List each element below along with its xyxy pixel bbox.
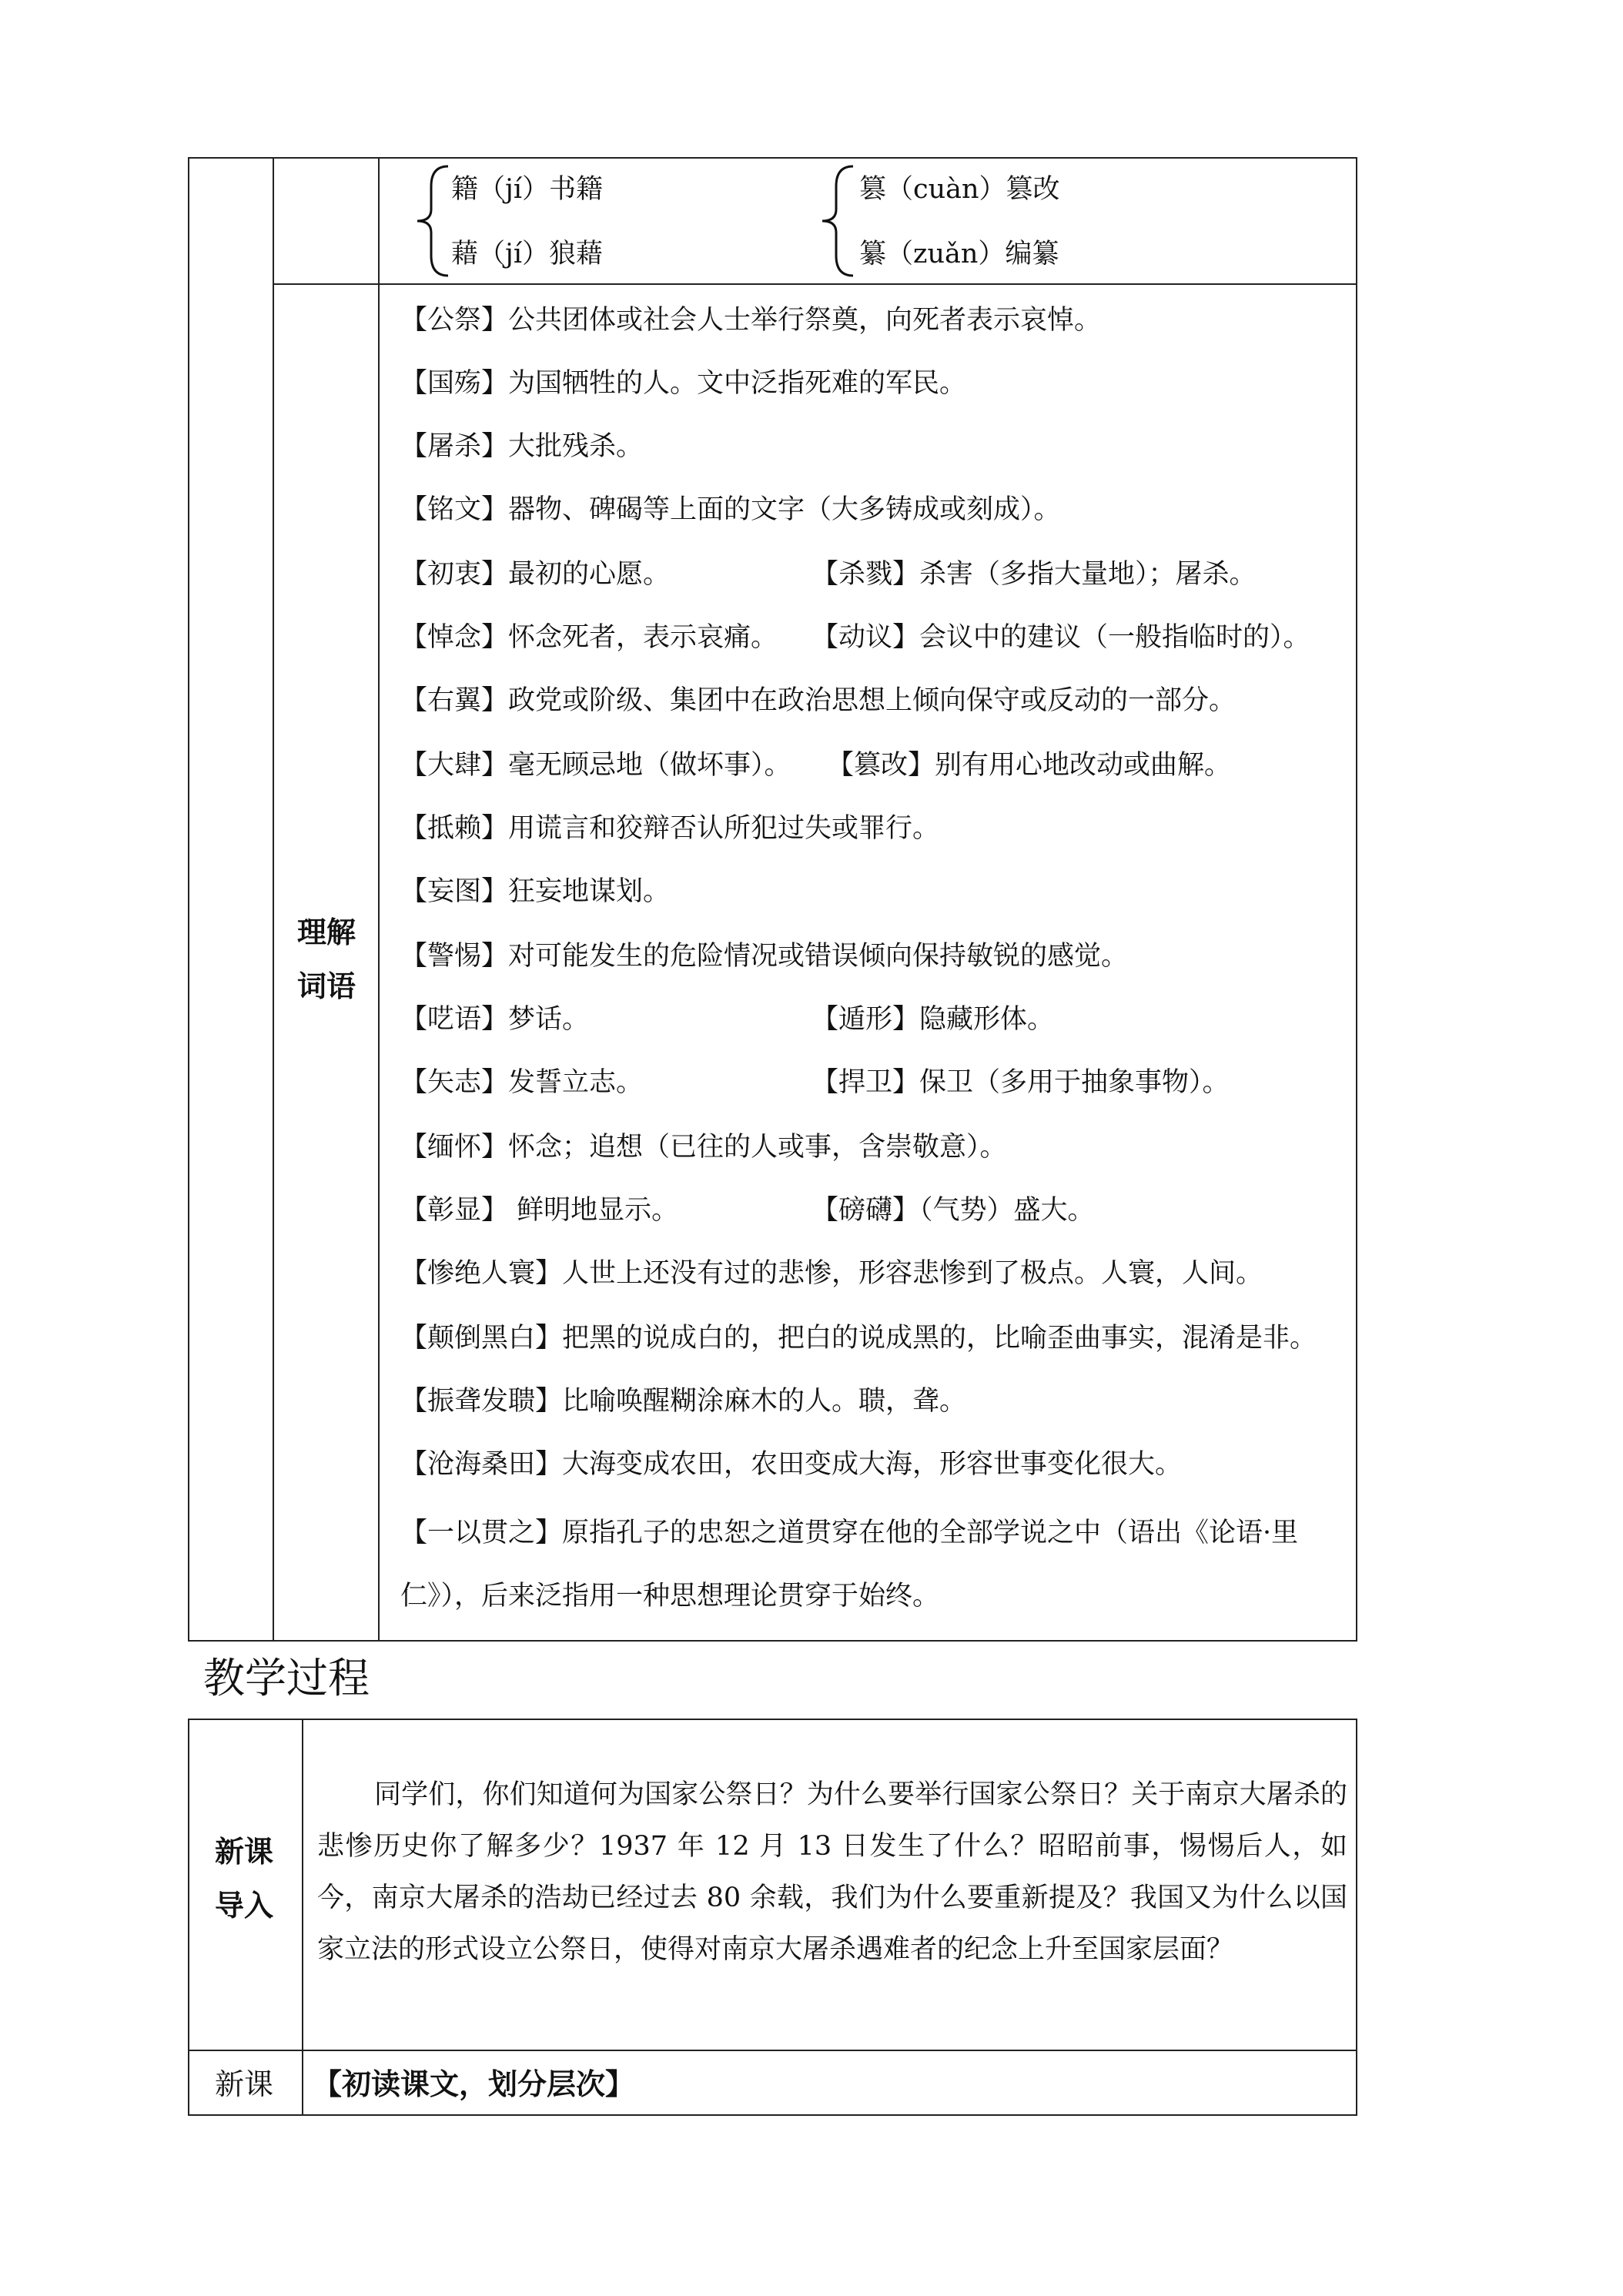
pron-pair-1-bottom: 藉（jí）狼藉: [451, 239, 604, 269]
vocab-entry: 【妄图】狂妄地谋划。: [400, 876, 671, 907]
newclass-heading: 【初读课文，划分层次】: [313, 2067, 635, 2101]
vocab-entry: 【大肆】毫无顾忌地（做坏事）。 【篡改】别有用心地改动或曲解。: [400, 750, 1232, 781]
vocab-entry: 【铭文】器物、碑碣等上面的文字（大多铸成或刻成）。: [400, 494, 1061, 525]
vocab-section-label: 理解 词语: [296, 915, 356, 1003]
vocab-entry: 【警惕】对可能发生的危险情况或错误倾向保持敏锐的感觉。: [400, 941, 1129, 972]
vocab-entry: 【右翼】政党或阶级、集团中在政治思想上倾向保守或反动的一部分。: [400, 685, 1236, 716]
vocab-entry: 【公祭】公共团体或社会人士举行祭奠，向死者表示哀悼。: [400, 305, 1102, 336]
table-column-divider: [302, 1720, 303, 2114]
table-row-divider: [273, 283, 1356, 285]
section-title: 教学过程: [203, 1654, 370, 1702]
vocab-entry: 【抵赖】用谎言和狡辩否认所犯过失或罪行。: [400, 813, 940, 844]
vocab-entry: 【惨绝人寰】人世上还没有过的悲惨，形容悲惨到了极点。人寰，人间。: [400, 1258, 1263, 1289]
vocab-entry: 【沧海桑田】大海变成农田，农田变成大海，形容世事变化很大。: [400, 1449, 1183, 1480]
vocab-entry: 【屠杀】大批残杀。: [400, 431, 644, 462]
left-brace-icon: [819, 163, 858, 279]
vocab-entry: 【彰显】 鲜明地显示。 【磅礴】（气势）盛大。: [400, 1195, 1095, 1226]
vocab-entry: 【缅怀】怀念；追想（已往的人或事，含崇敬意）。: [400, 1132, 1007, 1163]
table-row-divider: [189, 2050, 1356, 2051]
intro-label: 新课 导入: [214, 1835, 273, 1923]
vocab-entry: 【初衷】最初的心愿。 【杀戮】杀害（多指大量地）；屠杀。: [400, 559, 1257, 590]
vocab-entry-long: 【一以贯之】原指孔子的忠恕之道贯穿在他的全部学说之中（语出《论语·里仁》），后来泛指用一种思想理论贯穿于始终。: [400, 1518, 1299, 1612]
pron-pair-2-bottom: 纂（zuǎn）编纂: [859, 239, 1059, 269]
newclass-label: 新课: [214, 2067, 273, 2101]
left-brace-icon: [414, 163, 453, 279]
vocab-entry: 【国殇】为国牺牲的人。文中泛指死难的军民。: [400, 368, 967, 399]
intro-paragraph: 同学们，你们知道何为国家公祭日？为什么要举行国家公祭日？关于南京大屠杀的悲惨历史你了解多少？1937 年 12 月 13 日发生了什么？昭昭前事，惕惕后人，如今，南京大屠杀的浩劫已经过去 80 余载，我们为什么要重新提及？我国又为什么以国家立法的形式设立公祭日，使得对南京大屠杀遇难者的纪念上升至国家层面？: [317, 1779, 1347, 1965]
table-column-divider: [378, 159, 380, 1640]
vocab-entry: 【悼念】怀念死者，表示哀痛。 【动议】会议中的建议（一般指临时的）。: [400, 622, 1310, 653]
vocab-entry: 【呓语】梦话。 【遁形】隐藏形体。: [400, 1004, 1055, 1035]
pron-pair-2-top: 篡（cuàn）篡改: [859, 174, 1060, 205]
pron-pair-1-top: 籍（jí）书籍: [451, 174, 604, 205]
vocab-entry: 【颠倒黑白】把黑的说成白的，把白的说成黑的，比喻歪曲事实，混淆是非。: [400, 1323, 1317, 1354]
table-column-divider: [273, 159, 274, 1640]
vocab-entry: 【矢志】发誓立志。 【捍卫】保卫（多用于抽象事物）。: [400, 1067, 1230, 1098]
vocab-entry: 【振聋发聩】比喻唤醒糊涂麻木的人。聩，聋。: [400, 1386, 967, 1417]
